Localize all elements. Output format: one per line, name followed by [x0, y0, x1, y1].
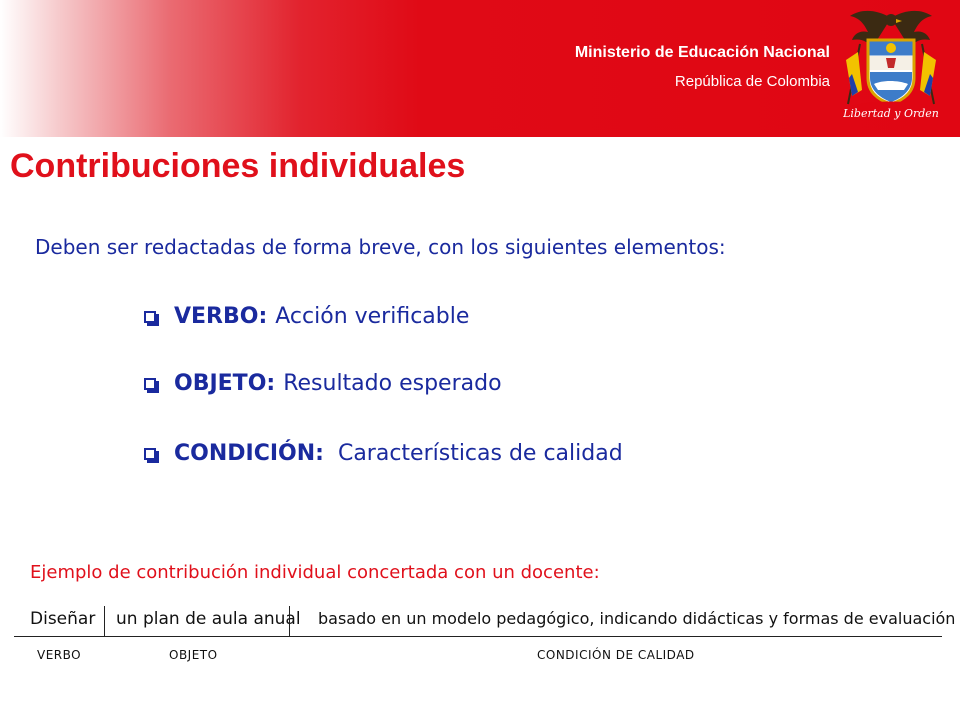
example-label: Ejemplo de contribución individual concertada con un docente:: [30, 562, 600, 583]
bullet-desc: Resultado esperado: [283, 371, 502, 396]
example-verb: Diseñar: [30, 609, 96, 629]
slide-title: Contribuciones individuales: [10, 147, 466, 185]
seal-motto: Libertad y Orden: [843, 107, 939, 120]
bullet-desc: Características de calidad: [337, 441, 623, 466]
checkbox-bullet-icon: [144, 311, 156, 323]
example-object: un plan de aula anual: [116, 609, 301, 629]
separator-line: [289, 606, 290, 636]
bullet-condicion: [144, 441, 623, 466]
header-banner: [0, 0, 960, 137]
bullet-desc: Acción verificable: [275, 304, 470, 329]
bullet-term: CONDICIÓN:: [174, 441, 324, 466]
republic-name: República de Colombia: [674, 73, 830, 90]
ministry-name: Ministerio de Educación Nacional: [574, 44, 830, 61]
bullet-term: OBJETO:: [174, 371, 276, 396]
bullet-term: VERBO:: [174, 304, 268, 329]
colombia-coat-of-arms-logo: [838, 4, 944, 132]
checkbox-bullet-icon: [144, 448, 156, 460]
separator-line: [104, 606, 105, 636]
label-verbo: VERBO: [37, 648, 82, 662]
underline-rule: [14, 636, 942, 637]
bullet-verbo: [144, 304, 469, 329]
label-objeto: OBJETO: [169, 648, 218, 662]
label-condicion: CONDICIÓN DE CALIDAD: [537, 648, 695, 662]
example-condition: basado en un modelo pedagógico, indicando didácticas y formas de evaluación: [318, 609, 956, 628]
bullet-objeto: [144, 371, 502, 396]
checkbox-bullet-icon: [144, 378, 156, 390]
intro-text: Deben ser redactadas de forma breve, con los siguientes elementos:: [35, 235, 726, 259]
